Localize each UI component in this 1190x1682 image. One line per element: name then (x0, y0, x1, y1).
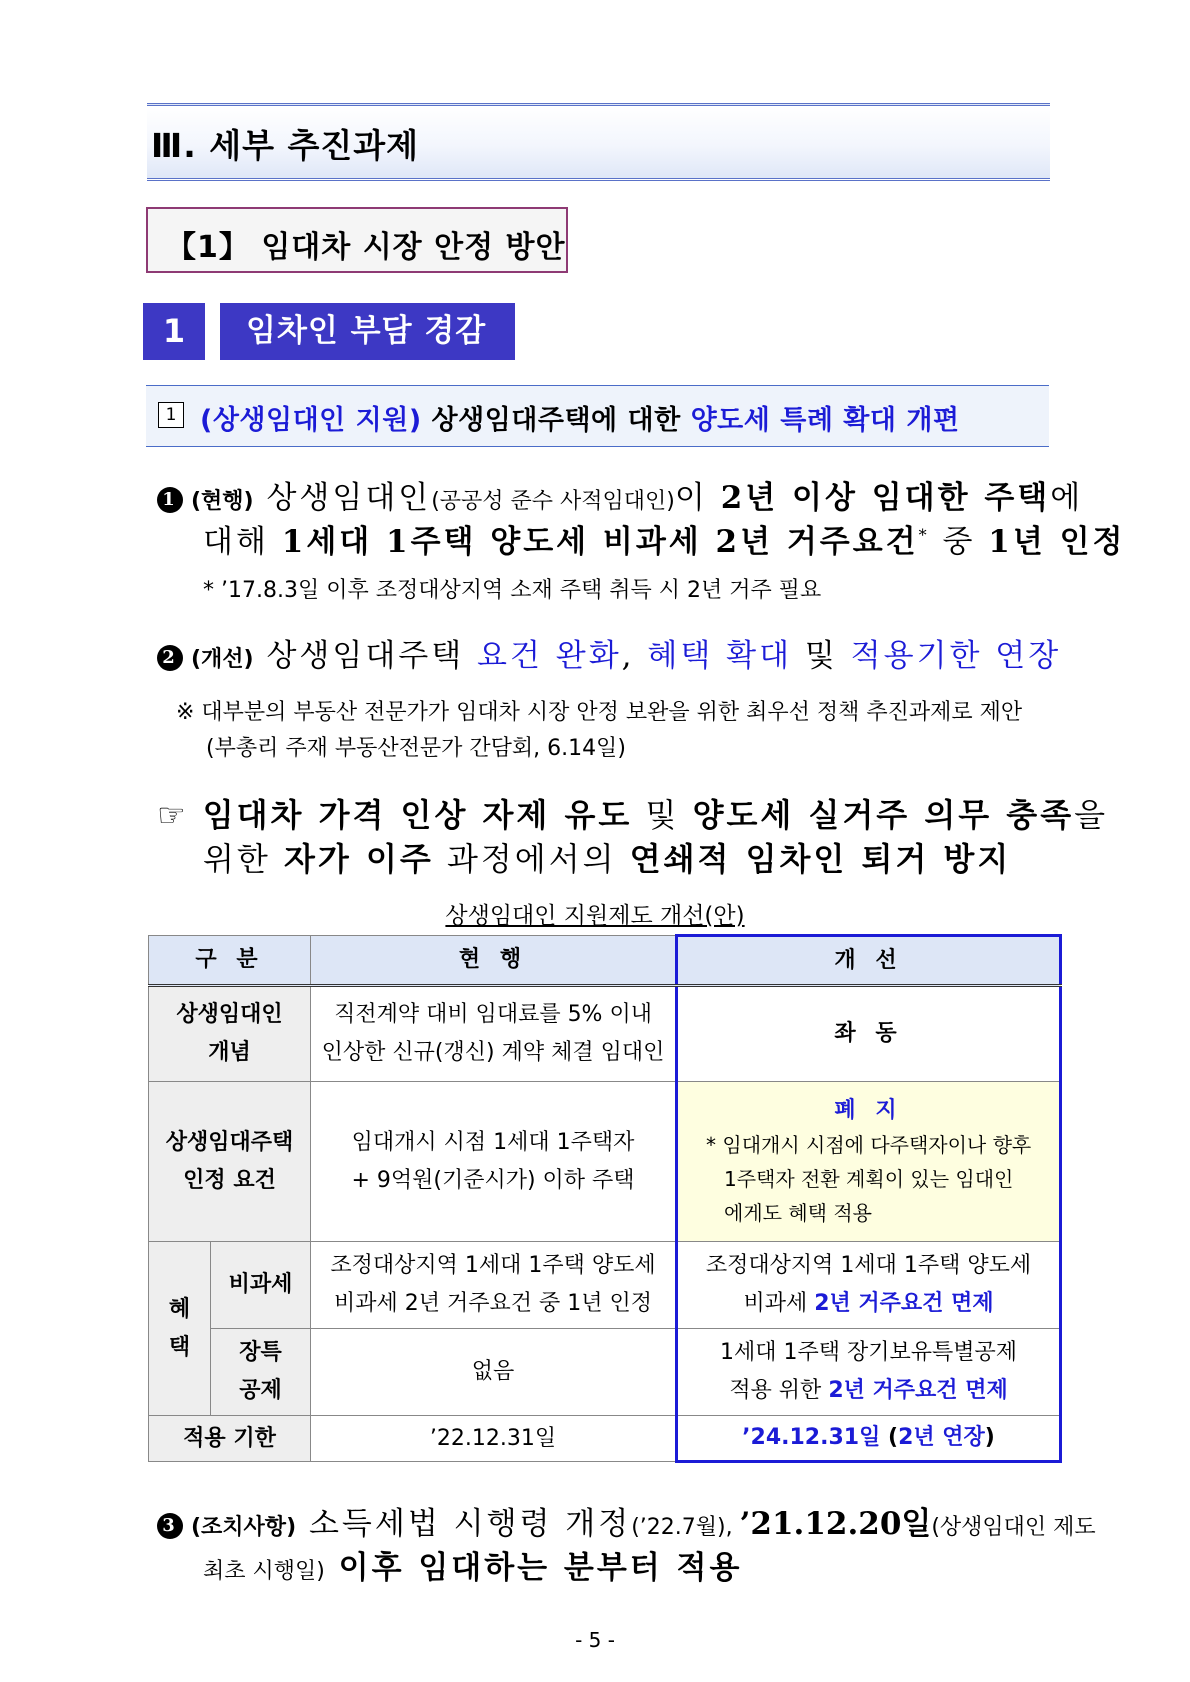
point1-footnote-mark: * (918, 525, 930, 545)
topic-prefix: (상생임대인 지원) (200, 405, 422, 436)
point3-line2 (203, 1542, 742, 1587)
point3-label: (조치사항) (191, 1515, 297, 1540)
comparison-table (148, 934, 1062, 1463)
current-cell: 직전계약 대비 임대료를 5% 이내 인상한 신규(갱신) 계약 체결 임대인 (311, 986, 677, 1082)
subsection-title: 【1】 임대차 시장 안정 방안 (166, 230, 566, 265)
header-improved: 개 선 (677, 936, 1061, 986)
point2-note-line2: (부총리 주재 부동산전문가 간담회, 6.14일) (206, 736, 626, 761)
arrow-text: 을 (1074, 796, 1109, 834)
current-cell: ’22.12.31일 (311, 1416, 677, 1462)
row-label: 적용 기한 (149, 1416, 311, 1462)
arrow-text: 및 (632, 796, 693, 834)
row-label: 비과세 (211, 1242, 311, 1329)
arrow-emphasis: 양도세 실거주 의무 충족 (692, 796, 1075, 834)
section-title: Ⅲ. 세부 추진과제 (151, 126, 419, 165)
point2-label: (개선) (191, 647, 254, 672)
improved-cell: 좌 동 (677, 986, 1061, 1082)
table-row (149, 1329, 1061, 1416)
arrow-emphasis: 자가 이주 (284, 840, 434, 878)
topic-text (200, 398, 960, 437)
row-label: 상생임대인 개념 (149, 986, 311, 1082)
table-row (149, 1242, 1061, 1329)
point1-emphasis: 1세대 1주택 양도세 비과세 2년 거주요건 (281, 524, 919, 560)
item-number: 1 (143, 303, 205, 360)
point2-text: 상생임대주택 (253, 638, 478, 674)
improved-cell: 폐 지 * 임대개시 시점에 다주택자이나 향후 1주택자 전환 계획이 있는 임대인 에게도 혜택 적용 (677, 1082, 1061, 1242)
current-cell: 임대개시 시점 1세대 1주택자 + 9억원(기준시가) 이하 주택 (311, 1082, 677, 1242)
point2-highlight: 적용기한 연장 (850, 638, 1062, 674)
row-label: 장특 공제 (211, 1329, 311, 1416)
arrow-text: 과정에서의 (433, 840, 630, 878)
table-row (149, 1416, 1061, 1462)
current-cell: 없음 (311, 1329, 677, 1416)
point1-note: * ’17.8.3일 이후 조정대상지역 소재 주택 취득 시 2년 거주 필요 (203, 578, 822, 603)
pointing-hand-icon: ☞ (157, 796, 189, 834)
bullet-3-icon: 3 (157, 1513, 183, 1539)
arrow-line2 (203, 834, 1011, 880)
improved-cell: ’24.12.31일 (2년 연장) (677, 1416, 1061, 1462)
point1-text: 상생임대인 (253, 480, 432, 516)
point3-paren: (상생임대인 제도 (931, 1515, 1096, 1540)
improved-cell: 조정대상지역 1세대 1주택 양도세 비과세 2년 거주요건 면제 (677, 1242, 1061, 1329)
topic-highlight: 양도세 특례 확대 개편 (690, 405, 960, 436)
topic-middle: 상생임대주택에 대한 (421, 405, 691, 436)
bullet-2-icon: 2 (157, 645, 183, 671)
point1-text: 에 (1050, 480, 1084, 516)
point2-text: 및 (792, 638, 851, 674)
point2-note-line1: ※ 대부분의 부동산 전문가가 임대차 시장 안정 보완을 위한 최우선 정책 추진과제로 제안 (176, 700, 1023, 725)
point1-paren: (공공성 준수 사적임대인) (431, 489, 675, 514)
page-number: - 5 - (575, 1628, 615, 1652)
current-cell: 조정대상지역 1세대 1주택 양도세 비과세 2년 거주요건 중 1년 인정 (311, 1242, 677, 1329)
point3-paren: 최초 시행일) (203, 1559, 325, 1584)
point2-highlight: 요건 완화 (477, 638, 622, 674)
header-current: 현 행 (311, 936, 677, 986)
point3-paren: (’22.7월), (631, 1515, 740, 1540)
point1-text: 대해 (203, 524, 282, 560)
item-title: 임차인 부담 경감 (220, 303, 515, 360)
point3-emphasis: ’21.12.20일 (739, 1506, 932, 1542)
point3-emphasis: 이후 임대하는 분부터 적용 (324, 1550, 743, 1586)
benefit-label: 혜 택 (149, 1242, 211, 1416)
point3-text: 소득세법 시행령 개정 (296, 1506, 632, 1542)
subsection-header (146, 207, 568, 273)
arrow-emphasis: 연쇄적 임차인 퇴거 방지 (629, 840, 1012, 878)
arrow-emphasis: 임대차 가격 인상 자제 유도 (202, 796, 633, 834)
header-category: 구 분 (149, 936, 311, 986)
section-header (147, 103, 1050, 181)
arrow-line1 (157, 790, 1108, 836)
point1-emphasis: 1년 인정 (988, 524, 1126, 560)
bullet-1-icon: 1 (157, 487, 183, 513)
table-row (149, 1082, 1061, 1242)
topic-checkbox: 1 (158, 402, 184, 428)
table-caption: 상생임대인 지원제도 개선(안) (445, 903, 745, 929)
topic-bar (146, 385, 1049, 447)
point2-line (157, 630, 1061, 675)
point3-line1 (157, 1498, 1096, 1543)
point1-label: (현행) (191, 489, 254, 514)
table-header-row (149, 936, 1061, 986)
point1-text: 중 (929, 524, 989, 560)
point1-text: 이 (674, 480, 721, 516)
point1-line2 (203, 516, 1125, 561)
point2-text: , (621, 638, 648, 674)
point1-emphasis: 2년 이상 임대한 주택 (720, 480, 1051, 516)
arrow-text: 위한 (203, 840, 284, 878)
table-row (149, 986, 1061, 1082)
point2-highlight: 혜택 확대 (647, 638, 793, 674)
improved-cell: 1세대 1주택 장기보유특별공제 적용 위한 2년 거주요건 면제 (677, 1329, 1061, 1416)
row-label: 상생임대주택 인정 요건 (149, 1082, 311, 1242)
point1-line1 (157, 472, 1083, 517)
